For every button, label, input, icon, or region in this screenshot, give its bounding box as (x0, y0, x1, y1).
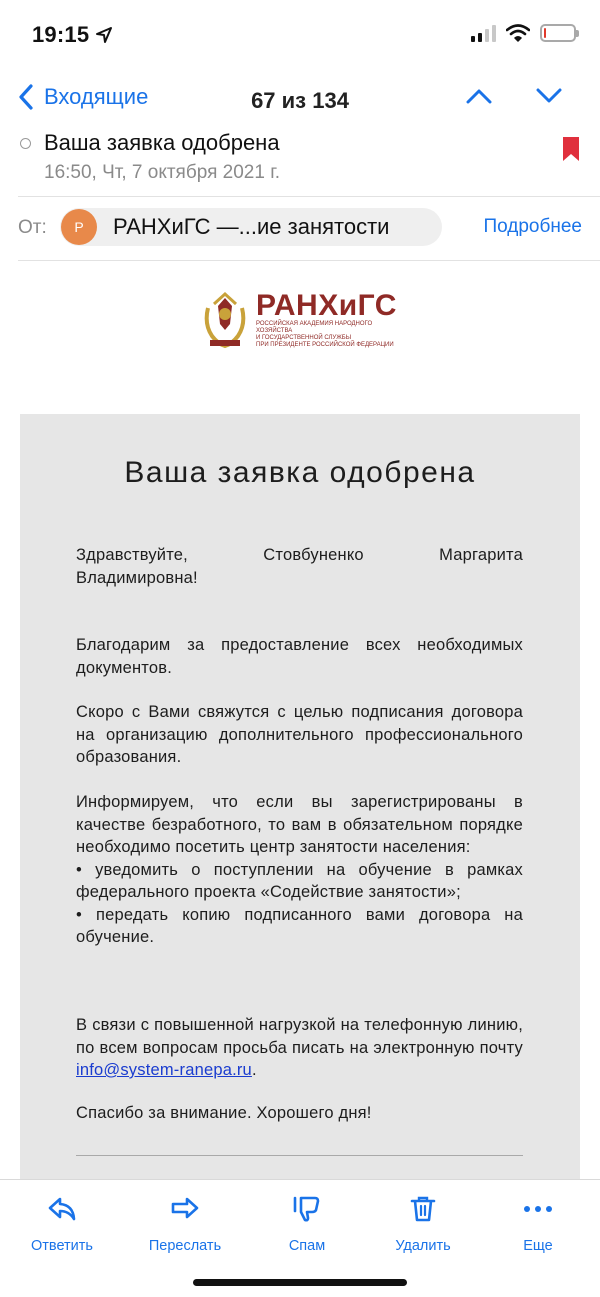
status-time (32, 22, 113, 48)
back-button[interactable] (18, 84, 148, 110)
previous-message-button[interactable] (466, 88, 492, 104)
greeting-word: Стовбуненко (263, 546, 364, 564)
content-divider (76, 1155, 523, 1156)
spam-label: Спам (288, 1238, 326, 1254)
more-dots-icon (523, 1205, 553, 1213)
message-subject: Ваша заявка одобрена (44, 130, 280, 155)
paragraph-email-contact (76, 1014, 523, 1082)
delete-label: Удалить (395, 1238, 451, 1254)
reply-label: Ответить (31, 1238, 93, 1254)
home-indicator[interactable] (193, 1279, 407, 1286)
trash-icon (410, 1195, 436, 1223)
greeting-word: Здравствуйте, (76, 546, 188, 564)
bookmark-flag-icon[interactable] (562, 136, 580, 162)
ranepa-logo (202, 288, 402, 352)
email-content-card (20, 414, 580, 1184)
read-status-dot[interactable] (20, 138, 31, 149)
divider (18, 196, 600, 197)
reply-icon (47, 1196, 77, 1222)
wifi-icon (506, 24, 530, 42)
greeting-line-2: Владимировна! (76, 568, 198, 587)
logo-brand: РАНХиГС (256, 289, 397, 322)
divider (18, 260, 600, 261)
paragraph-thanks: Благодарим за предоставление всех необходимых документов. (76, 636, 523, 677)
sender-row (18, 205, 588, 249)
sender-chip[interactable] (60, 208, 442, 246)
paragraph-closing: Спасибо за внимание. Хорошего дня! (76, 1104, 372, 1122)
delete-button[interactable] (373, 1194, 473, 1254)
more-label: Еще (523, 1238, 553, 1254)
logo-subtitle-1: РОССИЙСКАЯ АКАДЕМИЯ НАРОДНОГО ХОЗЯЙСТВА (256, 321, 373, 334)
forward-icon (170, 1196, 200, 1222)
back-label: Входящие (44, 84, 149, 109)
chevron-left-icon (18, 84, 34, 110)
bullet-item: • уведомить о поступлении на обучение в рамках федерального проекта «Содействие занятости»; (76, 860, 523, 901)
message-date: 16:50, Чт, 7 октября 2021 г. (44, 162, 281, 183)
logo-subtitle-3: ПРИ ПРЕЗИДЕНТЕ РОССИЙСКОЙ ФЕДЕРАЦИИ (256, 342, 394, 348)
paragraph-email-text: В связи с повышенной нагрузкой на телефонную линию, по всем вопросам просьба писать на электронную почту (76, 1016, 523, 1057)
paragraph-unemployed-text: Информируем, что если вы зарегистрированы в качестве безработного, то вам в обязательном порядке необходимо посетить центр занятости населения: (76, 793, 523, 856)
next-message-button[interactable] (536, 88, 562, 104)
signal-icon (471, 24, 496, 42)
from-label: От: (18, 217, 47, 238)
battery-icon (540, 24, 576, 42)
message-header (18, 128, 588, 190)
sender-avatar: Р (61, 209, 97, 245)
paragraph-email-end: . (251, 1061, 257, 1079)
emblem-icon (202, 290, 248, 350)
greeting (76, 544, 523, 589)
forward-label: Переслать (148, 1238, 222, 1254)
reply-button[interactable] (12, 1194, 112, 1254)
details-link[interactable]: Подробнее (483, 216, 582, 237)
forward-button[interactable] (135, 1194, 235, 1254)
paragraph-contact: Скоро с Вами свяжутся с целью подписания договора на организацию дополнительного профессионального образования. (76, 703, 523, 766)
email-title: Ваша заявка одобрена (124, 456, 476, 489)
email-address-link[interactable]: info@system-ranepa.ru (76, 1061, 252, 1079)
thumbs-down-icon (292, 1195, 322, 1223)
paragraph-unemployed (76, 791, 523, 949)
location-arrow-icon (95, 26, 113, 44)
logo-subtitle-2: И ГОСУДАРСТВЕННОЙ СЛУЖБЫ (256, 335, 352, 341)
status-bar (0, 0, 600, 70)
greeting-word: Маргарита (439, 546, 523, 564)
spam-button[interactable] (257, 1194, 357, 1254)
battery-level (544, 28, 546, 38)
more-button[interactable] (488, 1194, 588, 1254)
status-time-text: 19:15 (32, 22, 90, 47)
nav-bar (0, 78, 600, 124)
message-position: 67 из 134 (251, 88, 349, 113)
bullet-item: • передать копию подписанного вами договора на обучение. (76, 905, 523, 946)
sender-name: РАНХиГС —...ие занятости (113, 214, 390, 239)
